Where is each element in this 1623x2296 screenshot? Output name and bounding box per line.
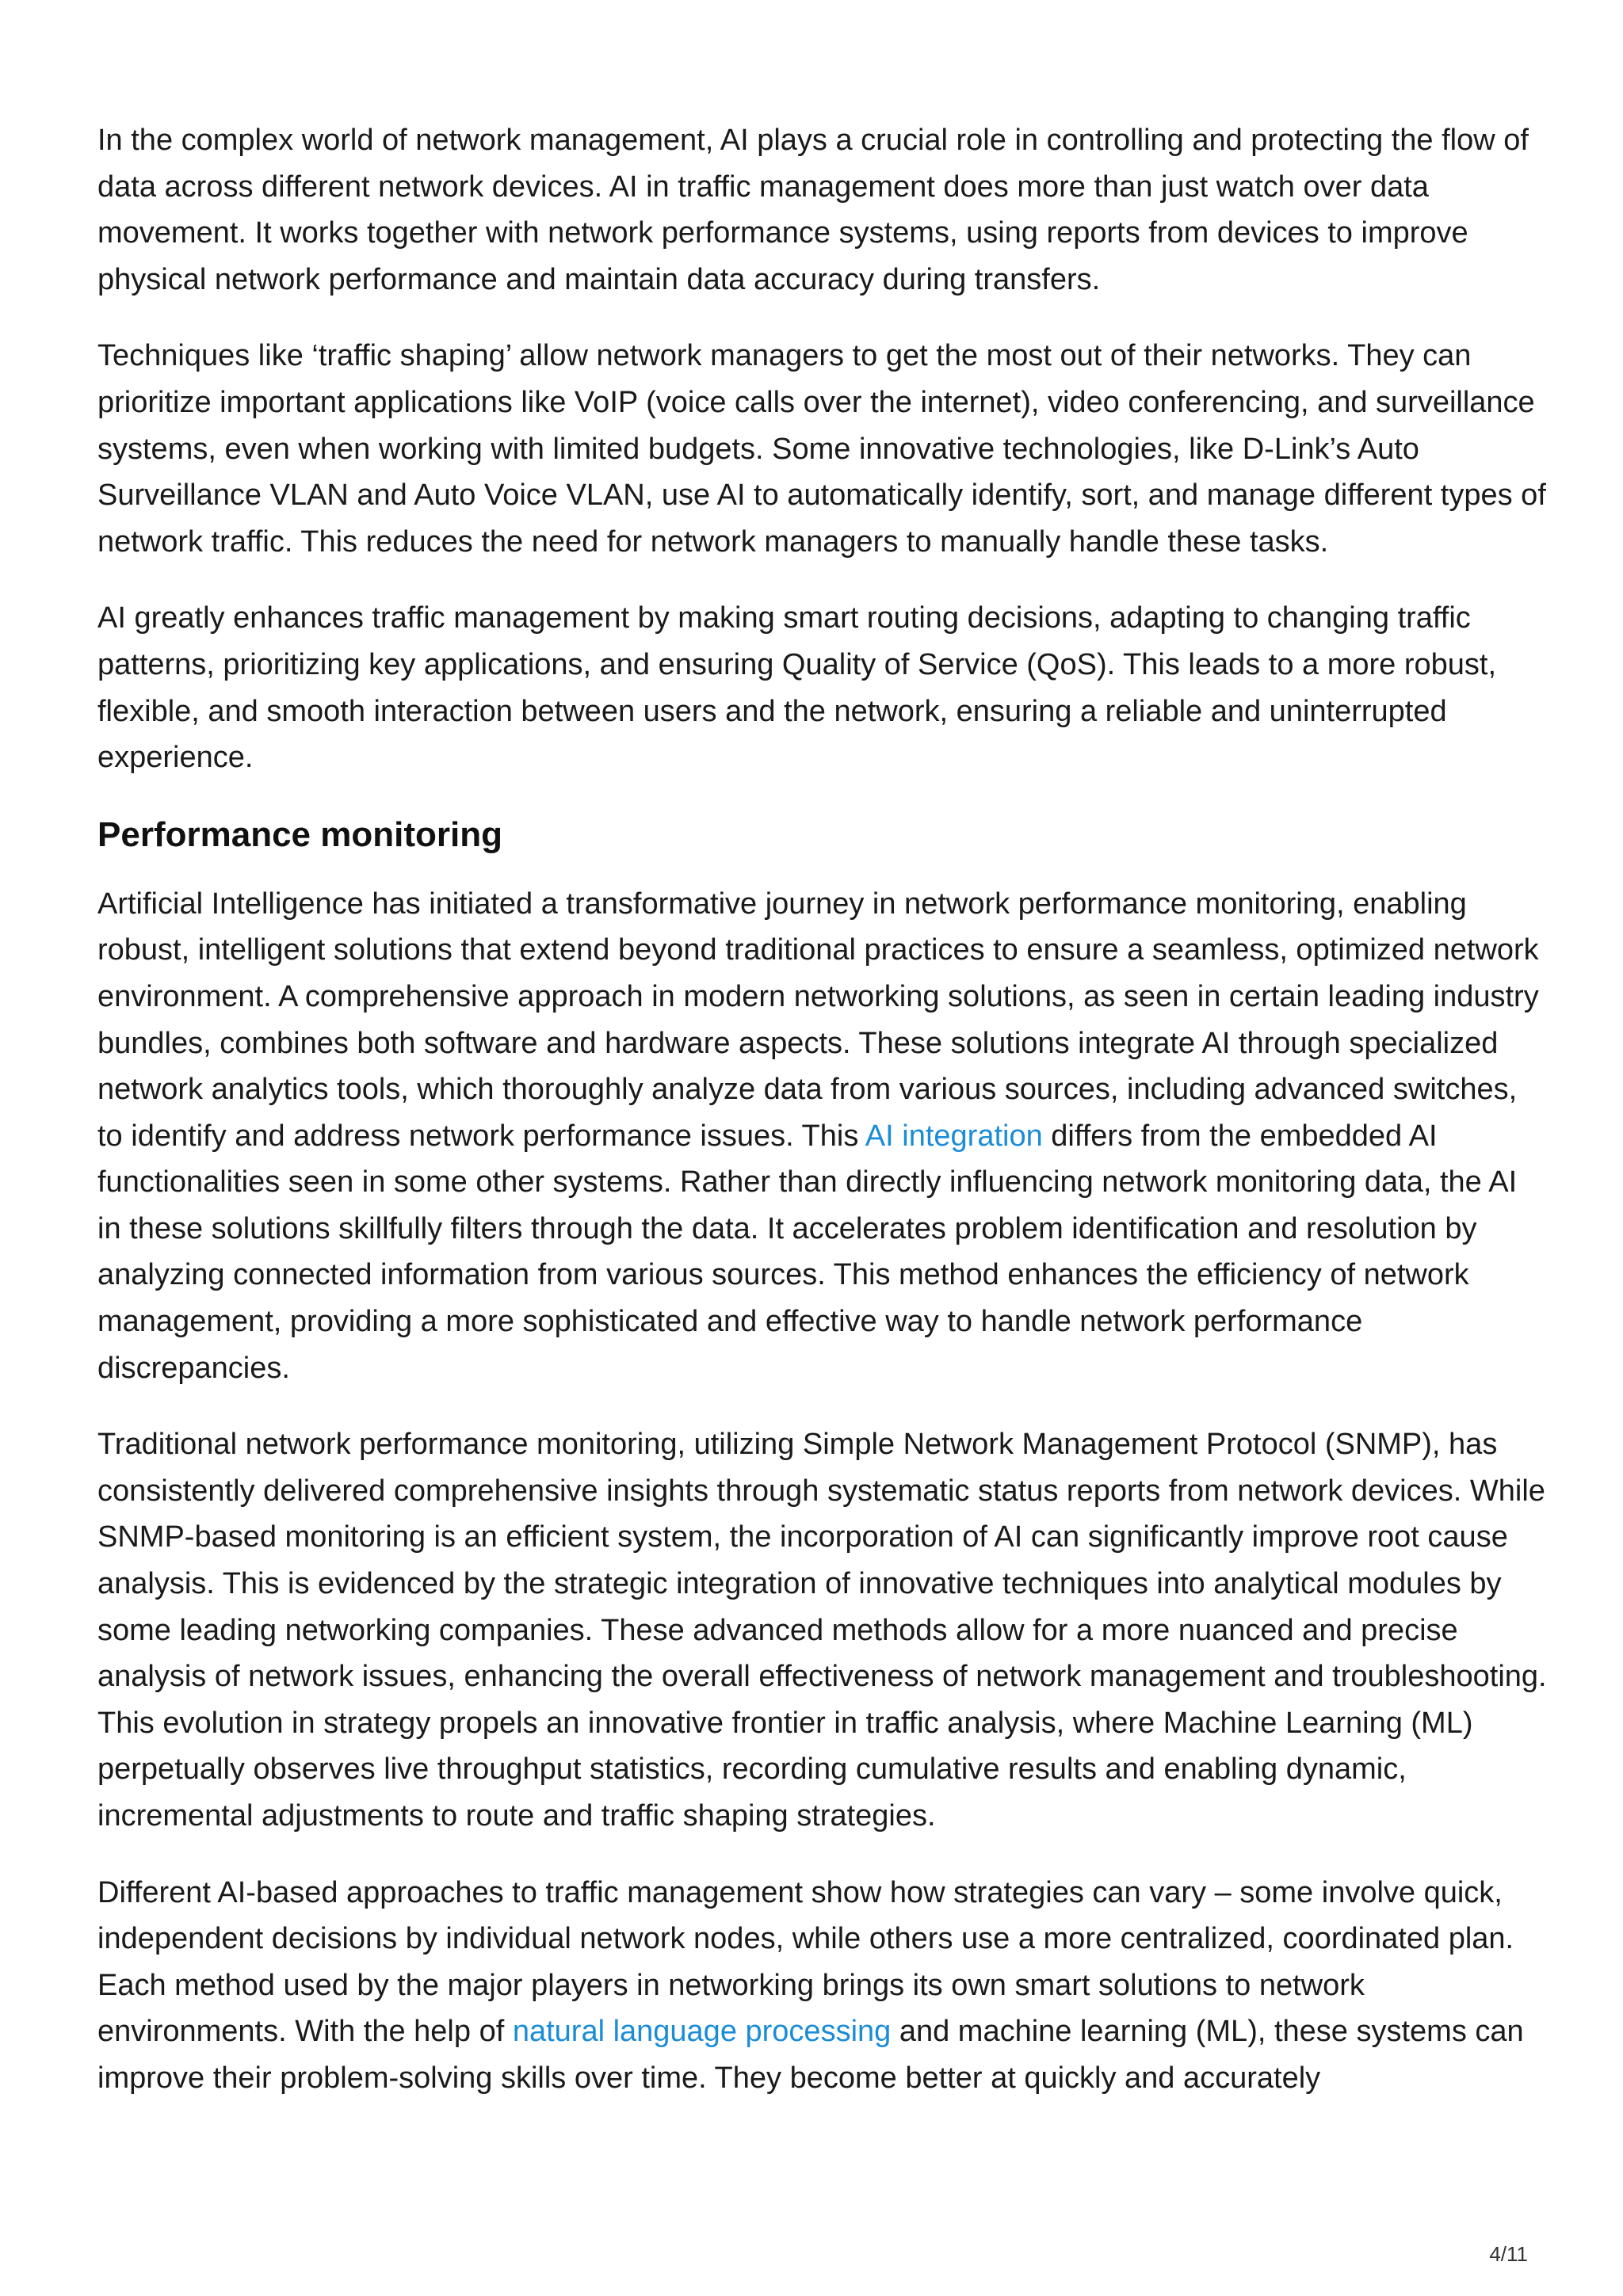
perf-paragraph-3 xyxy=(97,1870,1548,2102)
intro-paragraph-1: In the complex world of network management, AI plays a crucial role in controlling and protecting the flow of data across different network devices. AI in traffic management does more than just watch over data movement. It works together with network performance systems, using reports from devices to improve physical network performance and maintain data accuracy during transfers. xyxy=(97,124,1529,296)
perf-paragraph-1-text-after: differs from the embedded AI functionalities seen in some other systems. Rather than directly influencing network monitoring data, the AI in these solutions skillfully filters through the data. It accelerates problem identification and resolution by analyzing connected information from various sources. This method enhances the efficiency of network management, providing a more sophisticated and effective way to handle network performance discrepancies. xyxy=(97,1119,1518,1385)
ai-integration-link[interactable]: AI integration xyxy=(865,1119,1043,1153)
perf-paragraph-2: Traditional network performance monitoring, utilizing Simple Network Management Protocol (SNMP), has consistently delivered comprehensive insights through systematic status reports from network devices. While SNMP-based monitoring is an efficient system, the incorporation of AI can significantly improve root cause analysis. This is evidenced by the strategic integration of innovative techniques into analytical modules by some leading networking companies. These advanced methods allow for a more nuanced and precise analysis of network issues, enhancing the overall effectiveness of network management and troubleshooting. This evolution in strategy propels an innovative frontier in traffic analysis, where Machine Learning (ML) perpetually observes live throughput statistics, recording cumulative results and enabling dynamic, incremental adjustments to route and traffic shaping strategies. xyxy=(97,1428,1547,1833)
perf-paragraph-3-text-before: Different AI-based approaches to traffic management show how strategies can vary – some involve quick, independent decisions by individual network nodes, while others use a more centralized, coordinated plan. Each method used by the major players in networking brings its own smart solutions to network environments. With the help of xyxy=(97,1875,1514,2049)
perf-paragraph-3-text-after: and machine learning (ML), these systems can improve their problem-solving skills over time. They become better at quickly and accurately xyxy=(97,2015,1524,2095)
section-heading: Performance monitoring xyxy=(97,814,502,854)
article-body xyxy=(97,117,1548,2132)
intro-paragraph-2: Techniques like ‘traffic shaping’ allow network managers to get the most out of their networks. They can prioritize important applications like VoIP (voice calls over the internet), video conferencing, and surveillance systems, even when working with limited budgets. Some innovative technologies, like D-Link’s Auto Surveillance VLAN and Auto Voice VLAN, use AI to automatically identify, sort, and manage different types of network traffic. This reduces the need for network managers to manually handle these tasks. xyxy=(97,339,1546,559)
perf-paragraph-1-text-before: Artificial Intelligence has initiated a transformative journey in network performance monitoring, enabling robust, intelligent solutions that extend beyond traditional practices to ensure a seamless, optimized network environment. A comprehensive approach in modern networking solutions, as seen in certain leading industry bundles, combines both software and hardware aspects. These solutions integrate AI through specialized network analytics tools, which thoroughly analyze data from various sources, including advanced switches, to identify and address network performance issues. This xyxy=(97,887,1539,1153)
nlp-link[interactable]: natural language processing xyxy=(512,2015,892,2049)
page-number: 4/11 xyxy=(1489,2242,1528,2266)
intro-paragraph-3: AI greatly enhances traffic management by making smart routing decisions, adapting to changing traffic patterns, prioritizing key applications, and ensuring Quality of Service (QoS). This leads to a more robust, flexible, and smooth interaction between users and the network, ensuring a reliable and uninterrupted experience. xyxy=(97,601,1497,775)
perf-paragraph-1 xyxy=(97,881,1548,1392)
